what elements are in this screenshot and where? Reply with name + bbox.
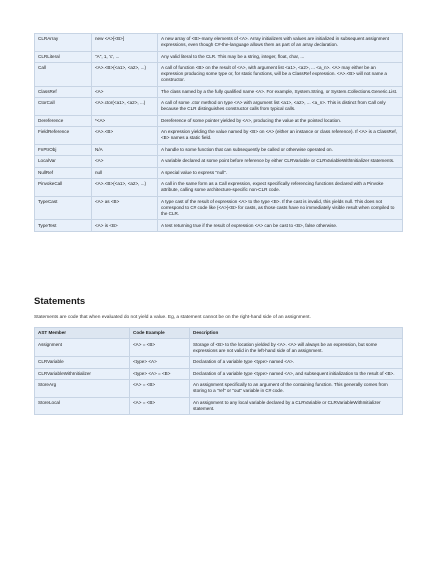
code-example-cell: *<A> xyxy=(92,115,158,126)
ast-member-cell: NullRef xyxy=(35,167,92,178)
table-row xyxy=(35,339,403,357)
ast-member-cell: CLRArray xyxy=(35,34,92,52)
code-example-cell: <A>.<B>(<a1>, <a2>, ...) xyxy=(92,179,158,197)
ast-member-cell: CLRLiteral xyxy=(35,51,92,62)
ast-member-cell: Assignment xyxy=(35,339,130,357)
table-row xyxy=(35,220,403,231)
description-cell: A new array of <B>-many elements of <A>. Array initializers with values are initialized in subsequent assignment expressions, even though C#-the-language allows them as part of an array declaration. xyxy=(158,34,403,52)
description-cell: A call in the same form as a Call expression, expect specifically referencing functions declared with a Pinvoke attribute, calling some architecture-specific non-CLR code. xyxy=(158,179,403,197)
description-cell: A call of function <B> on the result of <A>, with argument list <a1>, <a2>, ... <a_n>. <A> may either be an expression producing some type or, for static functions, will be a ClassRef expression. <A>.<B> will not name a constructor. xyxy=(158,63,403,87)
ast-member-cell: StoreArg xyxy=(35,379,130,397)
description-cell: An assignment to any local variable declared by a CLRVariable or CLRVariableWithInitializer statement. xyxy=(190,397,403,415)
table-row xyxy=(35,98,403,116)
table-row xyxy=(35,34,403,52)
header-code-example: Code Example xyxy=(130,328,190,339)
description-cell: A variable declared at some point before reference by either CLRVariable or CLRVariableWithInitializer statements. xyxy=(158,156,403,167)
table-row xyxy=(35,368,403,379)
table-row xyxy=(35,179,403,197)
table-row xyxy=(35,86,403,97)
description-cell: A test returning true if the result of expression <A> can be cast to <B>, false otherwise. xyxy=(158,220,403,231)
table-row xyxy=(35,51,403,62)
ast-member-cell: ClassRef xyxy=(35,86,92,97)
description-cell: Any valid literal to the CLR. This may be a string, integer, float, char, ... xyxy=(158,51,403,62)
code-example-cell: <A> = <B> xyxy=(130,397,190,415)
code-example-cell: <A> xyxy=(92,156,158,167)
ast-member-cell: LocalVar xyxy=(35,156,92,167)
code-example-cell: <A> = <B> xyxy=(130,339,190,357)
code-example-cell: "A", 1, 'c', ... xyxy=(92,51,158,62)
statements-intro: Statements are code that when evaluated do not yield a value. Eg, a statement cannot be on the right-hand side of an assignment. xyxy=(34,315,311,320)
code-example-cell: <A> xyxy=(92,86,158,97)
description-cell: An expression yielding the value named by <B> on <A> (either an instance or class reference). If <A> is a ClassRef, <B> names a static field. xyxy=(158,127,403,145)
code-example-cell: <A> is <B> xyxy=(92,220,158,231)
table-row xyxy=(35,144,403,155)
code-example-cell: null xyxy=(92,167,158,178)
table-header-row xyxy=(35,328,403,339)
table-row xyxy=(35,357,403,368)
header-description: Description xyxy=(190,328,403,339)
description-cell: Declaration of a variable type <type> named <A>. xyxy=(190,357,403,368)
ast-member-cell: StoreLocal xyxy=(35,397,130,415)
code-example-cell: <type> <A> xyxy=(130,357,190,368)
ast-member-cell: TypeTest xyxy=(35,220,92,231)
ast-member-cell: FnPtrObj xyxy=(35,144,92,155)
description-cell: Declaration of a variable type <type> named <A>, and subsequent initialization to the result of <B>. xyxy=(190,368,403,379)
table-row xyxy=(35,127,403,145)
code-example-cell: <A> as <B> xyxy=(92,196,158,220)
ast-member-cell: Dereference xyxy=(35,115,92,126)
code-example-cell: <A>.<B>(<a1>, <a2>, ...) xyxy=(92,63,158,87)
code-example-cell: <type> <A> = <B> xyxy=(130,368,190,379)
header-ast-member: AST Member xyxy=(35,328,130,339)
table-row xyxy=(35,156,403,167)
table-row xyxy=(35,196,403,220)
description-cell: An assignment specifically to an argument of the containing function. This generally comes from storing to a "ref" or "out" variable in C# code. xyxy=(190,379,403,397)
table-row xyxy=(35,379,403,397)
description-cell: Storage of <B> to the location yielded by <A>. <A> will always be an expression, but some expressions are not valid in the left-hand side of an assignment. xyxy=(190,339,403,357)
table-row xyxy=(35,167,403,178)
description-cell: A type cast of the result of expression <A> to the type <B>. If the cast is invalid, this yields null. This does not correspond to C# code like (<A>)<B> for casts, as those casts have no immediately visible result when compiled to the CLR. xyxy=(158,196,403,220)
description-cell: The class named by a the fully qualified name <A>. For example, System.String, or System.Collections.Generic.List. xyxy=(158,86,403,97)
ast-member-cell: CLRVariable xyxy=(35,357,130,368)
statements-heading: Statements xyxy=(34,296,86,307)
description-cell: Dereference of some pointer yielded by <A>, producing the value at the pointed location. xyxy=(158,115,403,126)
code-example-cell: new <A>[<B>] xyxy=(92,34,158,52)
description-cell: A special value to express "null". xyxy=(158,167,403,178)
code-example-cell: <A>.ctor(<a1>, <a2>, ...) xyxy=(92,98,158,116)
ast-member-cell: TypeCast xyxy=(35,196,92,220)
statements-table xyxy=(34,327,403,415)
table-row xyxy=(35,397,403,415)
ast-member-cell: CtorCall xyxy=(35,98,92,116)
code-example-cell: N/A xyxy=(92,144,158,155)
ast-member-cell: FieldReference xyxy=(35,127,92,145)
description-cell: A call of some .ctor method on type <A> with argument list <a1>, <a2>, ... <a_n>. This is distinct from Call only because the CLR distinguishes constructor calls from typical calls. xyxy=(158,98,403,116)
table-row xyxy=(35,115,403,126)
ast-member-cell: CLRVariableWithInitializer xyxy=(35,368,130,379)
table-row xyxy=(35,63,403,87)
code-example-cell: <A> = <B> xyxy=(130,379,190,397)
ast-member-cell: Call xyxy=(35,63,92,87)
ast-member-cell: PinvokeCall xyxy=(35,179,92,197)
description-cell: A handle to some function that can subsequently be called or otherwise operated on. xyxy=(158,144,403,155)
expressions-table xyxy=(34,33,403,232)
code-example-cell: <A>.<B> xyxy=(92,127,158,145)
